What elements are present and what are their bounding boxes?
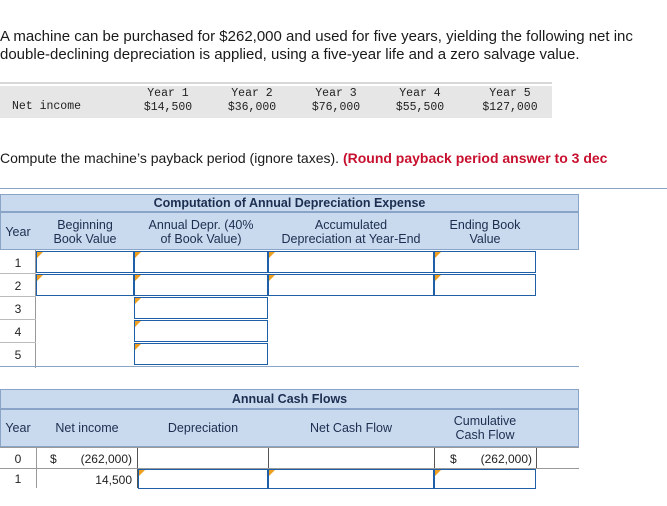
depreciation-input-1[interactable] <box>138 469 268 489</box>
year-2-header: Year 2 <box>231 87 273 100</box>
year-3-value: $76,000 <box>311 101 361 114</box>
depr-row-3-year: 3 <box>14 302 22 316</box>
cash-row-1-year: 1 <box>14 472 22 486</box>
cash-table-title: Annual Cash Flows <box>231 392 348 406</box>
depr-col-beginning-l2: Book Value <box>53 232 117 246</box>
year-4-value: $55,500 <box>395 101 445 114</box>
cash-row-0-currency: $ <box>50 452 57 466</box>
problem-line-2: double-declining depreciation is applied, using a five-year life and a zero salvage value. <box>0 46 580 63</box>
net-income-label: Net income <box>12 100 82 113</box>
beginning-book-value-input-1[interactable] <box>36 251 134 273</box>
cash-row-0-net-income: (262,000) <box>80 452 132 466</box>
beginning-book-value-input-2[interactable] <box>36 274 134 296</box>
depr-col-ending <box>434 218 536 246</box>
cash-col-cumulative-l2: Cash Flow <box>455 428 515 442</box>
year-4-header: Year 4 <box>399 87 441 100</box>
depr-table-top-rule <box>0 188 667 189</box>
cash-col-year: Year <box>5 421 31 435</box>
annual-depr-input-1[interactable] <box>134 251 268 273</box>
depr-table-title: Computation of Annual Depreciation Expense <box>153 196 426 210</box>
depr-col-beginning <box>36 218 134 246</box>
cash-table-top-rule <box>0 366 579 367</box>
depr-col-beginning-l1: Beginning <box>57 218 113 232</box>
cash-col-cumulative-l1: Cumulative <box>453 414 517 428</box>
depr-col-ending-l1: Ending Book <box>449 218 521 232</box>
year-5-header: Year 5 <box>489 87 531 100</box>
column-divider <box>536 448 537 468</box>
problem-line-1: A machine can be purchased for $262,000 and used for five years, yielding the following net inc <box>0 28 633 45</box>
accumulated-depr-input-2[interactable] <box>268 274 434 296</box>
ending-book-value-input-2[interactable] <box>434 274 536 296</box>
cash-row-0-year: 0 <box>14 452 22 466</box>
row-divider <box>0 342 36 343</box>
depr-row-2-year: 2 <box>14 279 22 293</box>
net-income-band-border <box>0 82 552 84</box>
depr-col-annual-l2: of Book Value) <box>160 232 242 246</box>
year-1-header: Year 1 <box>147 87 189 100</box>
depr-col-year: Year <box>5 225 31 239</box>
annual-depr-input-4[interactable] <box>134 320 268 342</box>
cash-col-net-cash-flow: Net Cash Flow <box>310 421 392 435</box>
row-divider <box>0 319 36 320</box>
depr-row-1-year: 1 <box>14 256 22 270</box>
depr-col-annual-l1: Annual Depr. (40% <box>148 218 254 232</box>
year-2-value: $36,000 <box>227 101 277 114</box>
year-5-value: $127,000 <box>482 101 538 114</box>
depr-col-annual <box>134 218 268 246</box>
depr-col-ending-l2: Value <box>469 232 501 246</box>
rounding-instruction: (Round payback period answer to 3 dec <box>342 150 608 166</box>
cash-col-depreciation: Depreciation <box>167 421 239 435</box>
annual-depr-input-3[interactable] <box>134 297 268 319</box>
depr-row-4-year: 4 <box>14 325 22 339</box>
cash-row-0-cum-currency: $ <box>450 452 457 466</box>
row-divider <box>0 296 36 297</box>
net-cash-flow-input-1[interactable] <box>268 469 434 489</box>
year-1-value: $14,500 <box>143 101 193 114</box>
year-3-header: Year 3 <box>315 87 357 100</box>
cumulative-cash-flow-input-1[interactable] <box>434 469 536 489</box>
accumulated-depr-input-1[interactable] <box>268 251 434 273</box>
row-divider <box>0 447 579 448</box>
depr-col-accumulated <box>268 218 434 246</box>
instruction <box>0 150 607 166</box>
annual-depr-input-2[interactable] <box>134 274 268 296</box>
ending-book-value-input-1[interactable] <box>434 251 536 273</box>
instruction-text: Compute the machine’s payback period (ignore taxes). <box>0 150 343 166</box>
annual-depr-input-5[interactable] <box>134 343 268 365</box>
depr-row-5-year: 5 <box>14 348 22 362</box>
cash-row-1-net-income: 14,500 <box>95 473 132 487</box>
cash-col-cumulative <box>434 414 536 442</box>
depr-col-accum-l1: Accumulated <box>314 218 388 232</box>
cash-col-net-income: Net income <box>55 421 119 435</box>
depr-col-accum-l2: Depreciation at Year-End <box>281 232 421 246</box>
row-divider <box>0 273 36 274</box>
problem-text <box>0 28 633 64</box>
cash-row-0-cumulative: (262,000) <box>480 452 532 466</box>
